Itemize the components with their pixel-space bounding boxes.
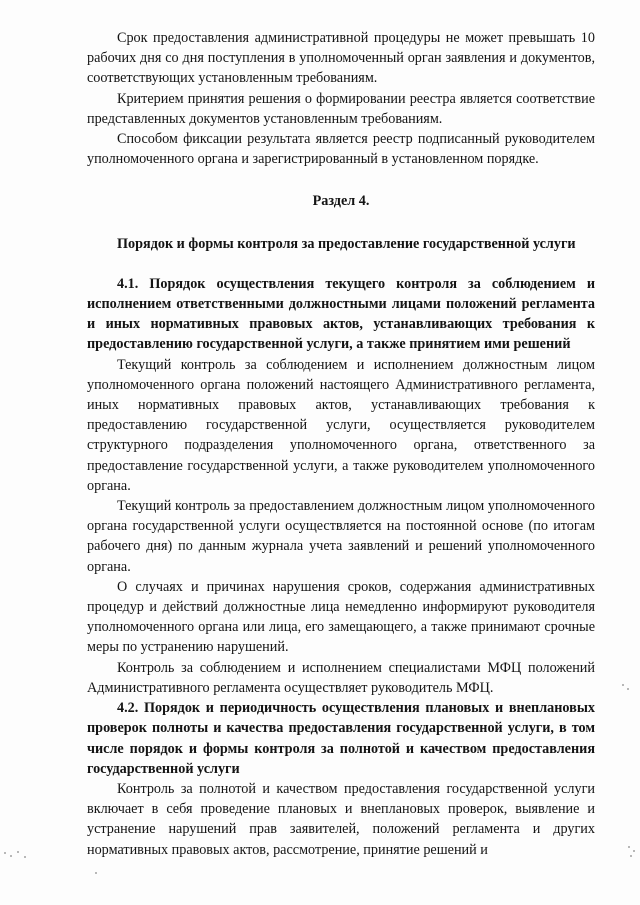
section-title: Порядок и формы контроля за предоставление государственной услуги <box>117 235 576 252</box>
spacer <box>87 169 595 191</box>
document-body <box>87 28 595 860</box>
subsection-4-2-heading: 4.2. Порядок и периодичность осуществления плановых и внеплановых проверок полноты и качества предоставления государственной услуги, в том числе порядок и формы контроля за полнотой и качеством предоставления государственной услуги <box>87 700 595 777</box>
paragraph-decision-criterion: Критерием принятия решения о формировании реестра является соответствие представленных документов установленным требованиям. <box>87 90 595 127</box>
section-heading: Раздел 4. <box>312 193 370 210</box>
scan-speck <box>17 851 19 853</box>
scan-speck <box>4 852 6 854</box>
scan-speck <box>627 688 629 690</box>
spacer <box>87 212 595 234</box>
scan-speck <box>95 872 97 874</box>
paragraph-4-2-quality-control: Контроль за полнотой и качеством предоставления государственной услуги включает в себя проведение плановых и внеплановых проверок, выявление и устранение нарушений прав заявителей, положений регламента и других нормативных правовых актов, рассмотрение, принятие решений и <box>87 780 595 858</box>
paragraph-4-1-violations: О случаях и причинах нарушения сроков, содержания административных процедур и действий должностные лица немедленно информируют руководителя уполномоченного органа или лица, его замещающего, а также принимают срочные меры по устранению нарушений. <box>87 578 595 656</box>
scan-speck <box>24 856 26 858</box>
scan-speck <box>628 846 630 848</box>
spacer <box>87 254 595 274</box>
subsection-4-1-heading: 4.1. Порядок осуществления текущего контроля за соблюдением и исполнением ответственными должностными лицами положений регламента и иных нормативных правовых актов, устанавливающих требования к предоставлению государственной услуги, а также принятием ими решений <box>87 275 595 353</box>
paragraph-4-1-current-control: Текущий контроль за соблюдением и исполнением должностным лицом уполномоченного органа положений настоящего Административного регламента, иных нормативных правовых актов, устанавливающих требования к предоставлению государственной услуги, осуществляется руководителем структурного подразделения уполномоченного органа, ответственного за предоставление государственной услуги, а также руководителем уполномоченного органа. <box>87 356 595 494</box>
paragraph-procedure-deadline: Срок предоставления административной процедуры не может превышать 10 рабочих дня со дня поступления в уполномоченный орган заявления и документов, соответствующих установленным требованиям. <box>87 30 595 87</box>
scan-speck <box>633 850 635 852</box>
scan-speck <box>622 684 624 686</box>
scan-speck <box>630 855 632 857</box>
paragraph-result-fixation: Способом фиксации результата является реестр подписанный руководителем уполномоченного органа и зарегистрированный в установленном порядке. <box>87 131 595 168</box>
paragraph-4-1-mfc-control: Контроль за соблюдением и исполнением специалистами МФЦ положений Административного регламента осуществляет руководитель МФЦ. <box>87 659 595 696</box>
scan-speck <box>10 855 12 857</box>
paragraph-4-1-ongoing-basis: Текущий контроль за предоставлением должностным лицом уполномоченного органа государственной услуги осуществляется на постоянной основе (по итогам рабочего дня) по данным журнала учета заявлений и решений уполномоченного органа. <box>87 498 595 575</box>
